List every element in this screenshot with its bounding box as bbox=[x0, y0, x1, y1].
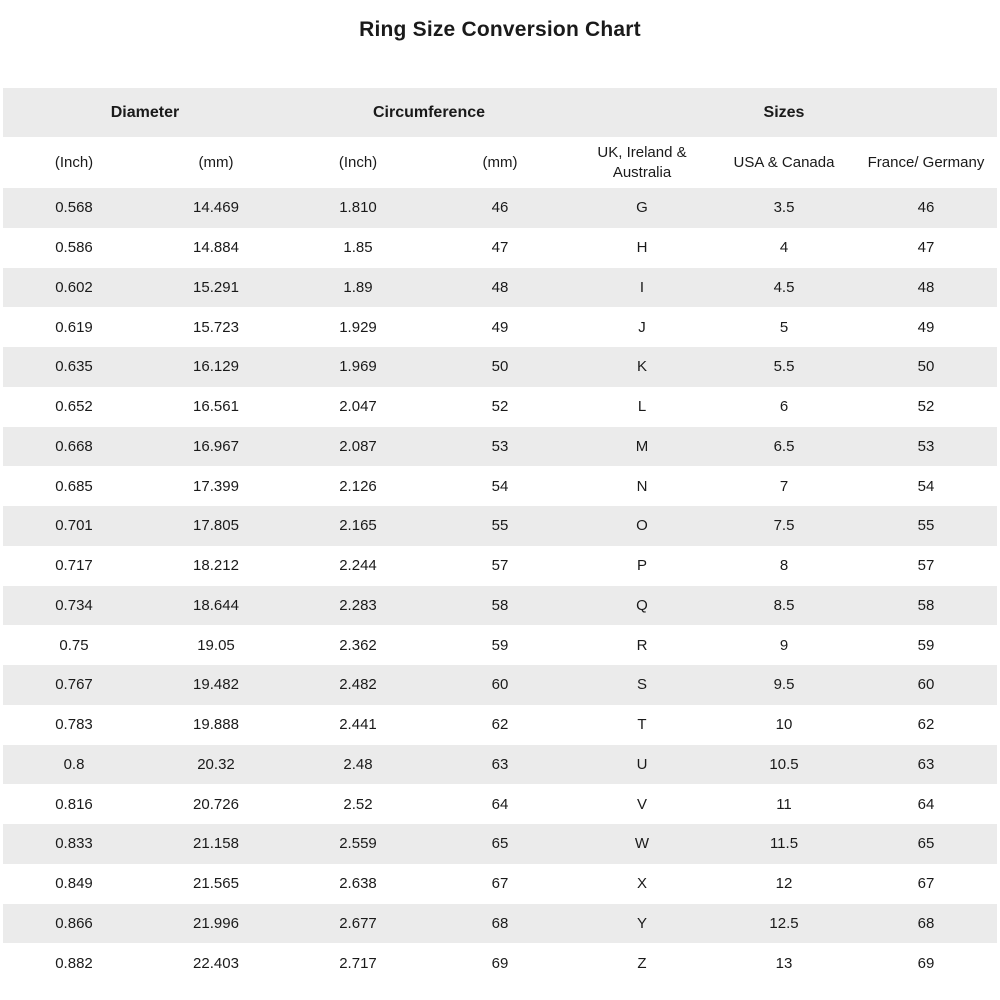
table-cell: 21.158 bbox=[193, 835, 239, 853]
table-cell: 2.52 bbox=[343, 795, 373, 813]
table-cell: 6 bbox=[779, 398, 789, 416]
table-cell: 48 bbox=[491, 278, 509, 296]
table-cell: 0.685 bbox=[55, 477, 93, 495]
table-cell: 9.5 bbox=[773, 676, 795, 694]
table-cell: 0.635 bbox=[55, 358, 93, 376]
table-cell: 0.783 bbox=[55, 716, 93, 734]
table-cell: 7 bbox=[779, 477, 789, 495]
table-row bbox=[3, 864, 997, 904]
table-cell: 46 bbox=[491, 199, 509, 217]
table-cell: 64 bbox=[491, 795, 509, 813]
table-cell: 0.619 bbox=[55, 318, 93, 336]
table-cell: 60 bbox=[917, 676, 935, 694]
table-row bbox=[3, 705, 997, 745]
table-row bbox=[3, 506, 997, 546]
table-cell: V bbox=[636, 795, 647, 813]
table-cell: G bbox=[636, 199, 648, 217]
table-cell: 12.5 bbox=[769, 914, 799, 932]
column-header-diameter-mm: (mm) bbox=[145, 137, 287, 188]
table-cell: Y bbox=[636, 914, 647, 932]
table-cell: 57 bbox=[917, 557, 935, 575]
table-cell: 2.047 bbox=[339, 398, 377, 416]
table-cell: 2.482 bbox=[339, 676, 377, 694]
table-cell: 18.212 bbox=[193, 557, 239, 575]
table-cell: 65 bbox=[917, 835, 935, 853]
table-cell: 0.882 bbox=[55, 954, 93, 972]
table-cell: M bbox=[635, 437, 649, 455]
table-header bbox=[3, 88, 997, 188]
table-cell: 1.810 bbox=[339, 199, 377, 217]
column-header-usa-canada: USA & Canada bbox=[713, 137, 855, 188]
ring-size-conversion-table bbox=[3, 88, 997, 983]
table-row bbox=[3, 427, 997, 467]
table-cell: 6.5 bbox=[773, 437, 795, 455]
table-cell: K bbox=[636, 358, 647, 376]
table-cell: R bbox=[636, 636, 648, 654]
table-cell: 22.403 bbox=[193, 954, 239, 972]
table-cell: 0.75 bbox=[59, 636, 89, 654]
table-cell: 15.291 bbox=[193, 278, 239, 296]
table-row bbox=[3, 268, 997, 308]
table-cell: 2.638 bbox=[339, 875, 377, 893]
table-cell: 47 bbox=[917, 239, 935, 257]
table-cell: 0.602 bbox=[55, 278, 93, 296]
table-cell: 0.8 bbox=[63, 755, 85, 773]
table-cell: 55 bbox=[491, 517, 509, 535]
table-cell: 68 bbox=[917, 914, 935, 932]
table-cell: J bbox=[638, 318, 646, 336]
table-cell: 58 bbox=[491, 596, 509, 614]
table-cell: 2.126 bbox=[339, 477, 377, 495]
table-cell: 59 bbox=[491, 636, 509, 654]
table-cell: L bbox=[637, 398, 647, 416]
table-cell: 1.929 bbox=[339, 318, 377, 336]
table-cell: 46 bbox=[917, 199, 935, 217]
table-cell: 67 bbox=[491, 875, 509, 893]
table-cell: 53 bbox=[491, 437, 509, 455]
table-row bbox=[3, 307, 997, 347]
table-cell: 4 bbox=[779, 239, 789, 257]
table-cell: 2.677 bbox=[339, 914, 377, 932]
table-cell: S bbox=[636, 676, 647, 694]
table-row bbox=[3, 188, 997, 228]
table-cell: 11.5 bbox=[769, 835, 799, 853]
table-row bbox=[3, 347, 997, 387]
table-cell: 5.5 bbox=[773, 358, 795, 376]
table-cell: 14.469 bbox=[193, 199, 239, 217]
table-cell: 53 bbox=[917, 437, 935, 455]
table-cell: 0.586 bbox=[55, 239, 93, 257]
table-cell: 20.726 bbox=[193, 795, 239, 813]
table-cell: 62 bbox=[491, 716, 509, 734]
table-cell: 2.48 bbox=[343, 755, 373, 773]
table-cell: O bbox=[636, 517, 648, 535]
table-cell: 7.5 bbox=[773, 517, 795, 535]
table-cell: 0.866 bbox=[55, 914, 93, 932]
table-cell: 59 bbox=[917, 636, 935, 654]
table-row bbox=[3, 824, 997, 864]
table-cell: 2.244 bbox=[339, 557, 377, 575]
table-cell: 50 bbox=[491, 358, 509, 376]
table-cell: 3.5 bbox=[773, 199, 795, 217]
table-cell: 68 bbox=[491, 914, 509, 932]
table-cell: 0.701 bbox=[55, 517, 93, 535]
column-header-circumference-mm: (mm) bbox=[429, 137, 571, 188]
table-cell: 1.89 bbox=[343, 278, 373, 296]
table-cell: 5 bbox=[779, 318, 789, 336]
table-cell: 18.644 bbox=[193, 596, 239, 614]
header-group-row bbox=[3, 88, 997, 137]
table-cell: 60 bbox=[491, 676, 509, 694]
table-cell: 17.399 bbox=[193, 477, 239, 495]
table-cell: U bbox=[636, 755, 648, 773]
table-cell: 0.833 bbox=[55, 835, 93, 853]
table-cell: 20.32 bbox=[197, 755, 235, 773]
table-cell: 0.849 bbox=[55, 875, 93, 893]
table-cell: 4.5 bbox=[773, 278, 795, 296]
table-cell: 17.805 bbox=[193, 517, 239, 535]
table-cell: 49 bbox=[491, 318, 509, 336]
table-cell: 54 bbox=[917, 477, 935, 495]
table-cell: 2.441 bbox=[339, 716, 377, 734]
table-cell: 0.734 bbox=[55, 596, 93, 614]
column-header-france-germany: France/ Germany bbox=[855, 137, 997, 188]
table-cell: 63 bbox=[917, 755, 935, 773]
table-cell: Z bbox=[637, 954, 647, 972]
table-cell: W bbox=[634, 835, 650, 853]
table-row bbox=[3, 625, 997, 665]
table-cell: 16.129 bbox=[193, 358, 239, 376]
table-row bbox=[3, 387, 997, 427]
table-cell: 47 bbox=[491, 239, 509, 257]
header-group-sizes: Sizes bbox=[571, 88, 997, 137]
table-cell: 2.362 bbox=[339, 636, 377, 654]
table-cell: 1.85 bbox=[343, 239, 373, 257]
table-cell: 64 bbox=[917, 795, 935, 813]
table-row bbox=[3, 586, 997, 626]
table-row bbox=[3, 228, 997, 268]
table-cell: 10 bbox=[775, 716, 793, 734]
table-cell: 2.165 bbox=[339, 517, 377, 535]
table-cell: 21.565 bbox=[193, 875, 239, 893]
table-cell: 57 bbox=[491, 557, 509, 575]
table-cell: 8.5 bbox=[773, 596, 795, 614]
table-cell: I bbox=[639, 278, 645, 296]
table-cell: 14.884 bbox=[193, 239, 239, 257]
table-cell: 0.652 bbox=[55, 398, 93, 416]
table-cell: 15.723 bbox=[193, 318, 239, 336]
table-body bbox=[3, 188, 997, 983]
table-cell: 52 bbox=[491, 398, 509, 416]
table-cell: 2.559 bbox=[339, 835, 377, 853]
table-cell: P bbox=[636, 557, 647, 575]
table-cell: 21.996 bbox=[193, 914, 239, 932]
table-cell: 8 bbox=[779, 557, 789, 575]
header-sub-row bbox=[3, 137, 997, 188]
table-cell: 12 bbox=[775, 875, 793, 893]
table-cell: 10.5 bbox=[769, 755, 799, 773]
header-group-circumference: Circumference bbox=[287, 88, 571, 137]
table-row bbox=[3, 546, 997, 586]
table-cell: 49 bbox=[917, 318, 935, 336]
table-cell: 58 bbox=[917, 596, 935, 614]
table-cell: 0.767 bbox=[55, 676, 93, 694]
table-cell: 2.717 bbox=[339, 954, 377, 972]
table-cell: N bbox=[636, 477, 648, 495]
column-header-diameter-inch: (Inch) bbox=[3, 137, 145, 188]
table-cell: 65 bbox=[491, 835, 509, 853]
table-cell: 62 bbox=[917, 716, 935, 734]
table-cell: 2.283 bbox=[339, 596, 377, 614]
table-row bbox=[3, 904, 997, 944]
table-cell: 50 bbox=[917, 358, 935, 376]
table-cell: 16.967 bbox=[193, 437, 239, 455]
table-row bbox=[3, 784, 997, 824]
table-cell: 9 bbox=[779, 636, 789, 654]
table-cell: 54 bbox=[491, 477, 509, 495]
table-cell: 1.969 bbox=[339, 358, 377, 376]
table-row bbox=[3, 466, 997, 506]
table-cell: 0.668 bbox=[55, 437, 93, 455]
table-cell: 19.888 bbox=[193, 716, 239, 734]
table-cell: 19.482 bbox=[193, 676, 239, 694]
table-cell: 0.717 bbox=[55, 557, 93, 575]
table-cell: X bbox=[636, 875, 647, 893]
table-cell: 16.561 bbox=[193, 398, 239, 416]
table-cell: 52 bbox=[917, 398, 935, 416]
table-cell: 69 bbox=[491, 954, 509, 972]
table-cell: 0.816 bbox=[55, 795, 93, 813]
table-cell: 0.568 bbox=[55, 199, 93, 217]
column-header-circumference-inch: (Inch) bbox=[287, 137, 429, 188]
table-cell: 13 bbox=[775, 954, 793, 972]
table-cell: 69 bbox=[917, 954, 935, 972]
table-cell: H bbox=[636, 239, 648, 257]
table-cell: 2.087 bbox=[339, 437, 377, 455]
table-row bbox=[3, 745, 997, 785]
table-cell: 11 bbox=[776, 795, 792, 813]
table-row bbox=[3, 943, 997, 983]
column-header-uk-ireland-australia: UK, Ireland & Australia bbox=[571, 137, 713, 188]
table-row bbox=[3, 665, 997, 705]
page-title: Ring Size Conversion Chart bbox=[359, 18, 641, 41]
table-cell: 19.05 bbox=[197, 636, 235, 654]
table-cell: 48 bbox=[917, 278, 935, 296]
table-cell: 55 bbox=[917, 517, 935, 535]
table-cell: Q bbox=[636, 596, 648, 614]
table-cell: 67 bbox=[917, 875, 935, 893]
table-cell: T bbox=[637, 716, 647, 734]
header-group-diameter: Diameter bbox=[3, 88, 287, 137]
table-cell: 63 bbox=[491, 755, 509, 773]
